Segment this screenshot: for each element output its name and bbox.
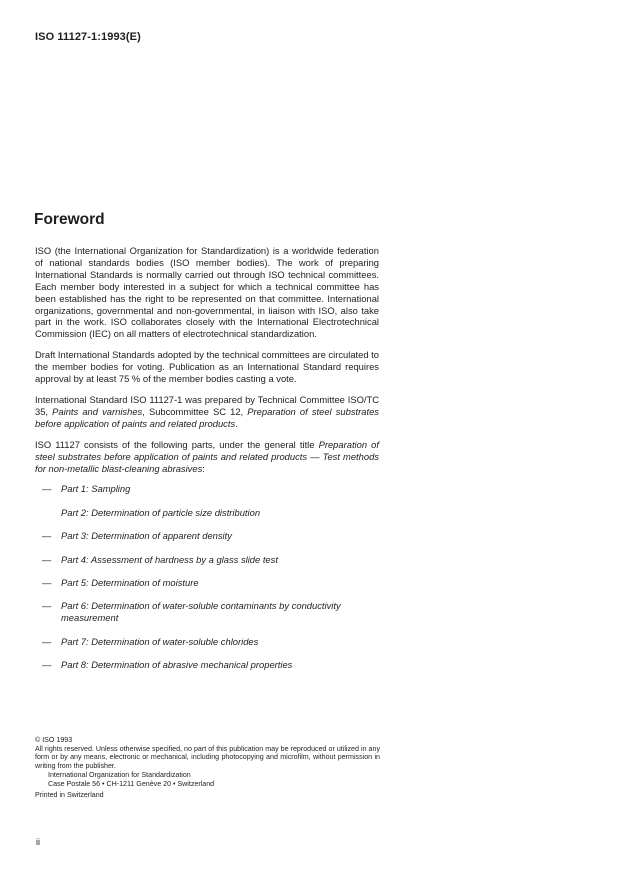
section-title: Foreword	[34, 211, 105, 228]
foreword-body	[35, 245, 379, 683]
part-label: Part 1: Sampling	[61, 483, 131, 495]
paragraph-parts-text-a: ISO 11127 consists of the following parts, under the general title	[35, 438, 319, 450]
committee-title: Paints and varnishes	[52, 405, 143, 417]
list-dash: —	[42, 577, 52, 589]
document-id-header: ISO 11127-1:1993(E)	[35, 31, 141, 43]
part-label: Part 3: Determination of apparent density	[61, 530, 232, 542]
list-item	[35, 554, 379, 566]
paragraph-parts-intro	[35, 439, 379, 475]
paragraph-preparation	[35, 394, 379, 430]
part-label: Part 6: Determination of water-soluble contaminants by conductivity measurement	[61, 600, 341, 624]
list-dash: —	[42, 659, 52, 671]
list-dash: —	[42, 530, 52, 542]
part-label: Part 2: Determination of particle size distribution	[61, 506, 261, 518]
list-item	[35, 507, 379, 519]
general-title: Preparation of steel substrates before application of paints and related products — Test methods for non-metallic blast-cleaning abrasives	[35, 438, 379, 474]
list-item	[35, 636, 379, 648]
paragraph-draft-standards: Draft International Standards adopted by the technical committees are circulated to the member bodies for voting. Publication as an International Standard requires approval by at least 75 % of the member bodies casting a vote.	[35, 349, 379, 385]
copyright-block	[35, 736, 380, 800]
parts-list	[35, 483, 379, 671]
paragraph-iso-intro: ISO (the International Organization for Standardization) is a worldwide federation of national standards bodies (ISO member bodies). The work of preparing International Standards is normally carried out through ISO technical committees. Each member body interested in a subject for which a technical committee has been established has the right to be represented on that committee. International organizations, governmental and non-governmental, in liaison with ISO, also take part in the work. ISO collaborates closely with the International Electrotechnical Commission (IEC) on all matters of electrotechnical standardization.	[35, 245, 379, 340]
list-dash: —	[42, 600, 52, 612]
part-label: Part 4: Assessment of hardness by a glass slide test	[61, 553, 278, 565]
page-number: ii	[36, 837, 40, 847]
list-dash: —	[42, 553, 52, 565]
printed-in: Printed in Switzerland	[35, 791, 104, 800]
list-item	[35, 577, 379, 589]
subcommittee-title: Preparation of steel substrates before application of paints and related products	[35, 405, 379, 429]
list-dash: —	[42, 483, 52, 495]
part-label: Part 5: Determination of moisture	[61, 577, 199, 589]
list-item	[35, 483, 379, 495]
part-label: Part 7: Determination of water-soluble chlorides	[61, 635, 259, 647]
paragraph-preparation-text-e: .	[235, 417, 238, 429]
list-item	[35, 530, 379, 542]
part-label: Part 8: Determination of abrasive mechanical properties	[61, 659, 293, 671]
paragraph-preparation-text-c: , Subcommittee SC 12,	[142, 405, 248, 417]
copyright-notice: © ISO 1993	[35, 736, 73, 744]
list-item	[35, 659, 379, 671]
paragraph-preparation-text-a: International Standard ISO 11127-1 was prepared by Technical Committee ISO/TC 35,	[35, 393, 379, 417]
paragraph-parts-text-c: :	[202, 462, 205, 474]
rights-statement: All rights reserved. Unless otherwise specified, no part of this publication may be reproduced or utilized in any form or by any means, electronic or mechanical, including photocopying and microfilm, without permission in writing from the publisher.	[35, 744, 380, 771]
list-dash: —	[42, 635, 52, 647]
list-item	[35, 600, 379, 624]
publisher-name: International Organization for Standardization	[48, 770, 191, 779]
publisher-address: Case Postale 56 • CH-1211 Genève 20 • Switzerland	[48, 779, 215, 788]
